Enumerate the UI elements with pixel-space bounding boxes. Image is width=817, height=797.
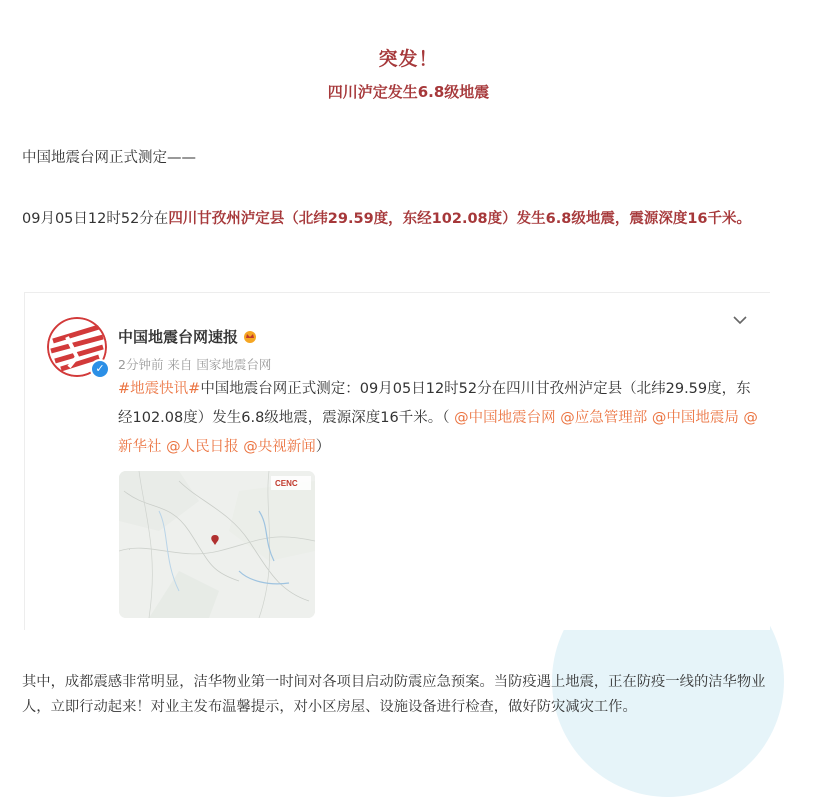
- svg-text:·: ·: [129, 547, 131, 552]
- account-name[interactable]: [118, 326, 258, 347]
- post-text: [118, 375, 758, 462]
- map-graphic: [119, 471, 315, 618]
- map-logo-text: CENC: [275, 479, 298, 488]
- account-name-text: 中国地震台网速报: [118, 328, 239, 346]
- mention-links[interactable]: @中国地震台网 @应急管理部 @中国地震局 @新华社 @人民日报 @央视新闻: [118, 410, 758, 455]
- detail-highlight: 四川甘孜州泸定县（北纬29.59度，东经102.08度）发生6.8级地震，震源深度16千米。: [168, 211, 751, 227]
- post-close-paren: ）: [315, 439, 331, 455]
- weibo-card[interactable]: [24, 292, 770, 630]
- article-subtitle: 四川泸定发生6.8级地震: [327, 83, 490, 101]
- intro-paragraph: 中国地震台网正式测定——: [22, 150, 196, 166]
- verified-badge-icon: ✓: [90, 359, 110, 379]
- earthquake-map-image[interactable]: [119, 471, 315, 618]
- post-body: 中国地震台网正式测定：09月05日12时52分在四川甘孜州泸定县（北纬29.59度，东经102.08度）发生6.8级地震，震源深度16千米。（: [118, 381, 751, 426]
- detail-paragraph: [22, 205, 782, 233]
- post-meta: 2分钟前 来自 国家地震台网: [118, 357, 272, 372]
- closing-paragraph: 其中，成都震感非常明显，洁华物业第一时间对各项目启动防震应急预案。当防疫遇上地震，正在防疫一线的洁华物业人，立即行动起来！对业主发布温馨提示，对小区房屋、设施设备进行检查，做好防灾减灾工作。: [22, 674, 766, 715]
- chevron-down-icon[interactable]: [731, 311, 749, 329]
- article-title: 突发！: [378, 48, 439, 70]
- vip-badge-icon: [242, 329, 258, 343]
- hashtag-link[interactable]: #地震快讯#: [118, 381, 201, 397]
- detail-time: 09月05日12时52分在: [22, 211, 169, 227]
